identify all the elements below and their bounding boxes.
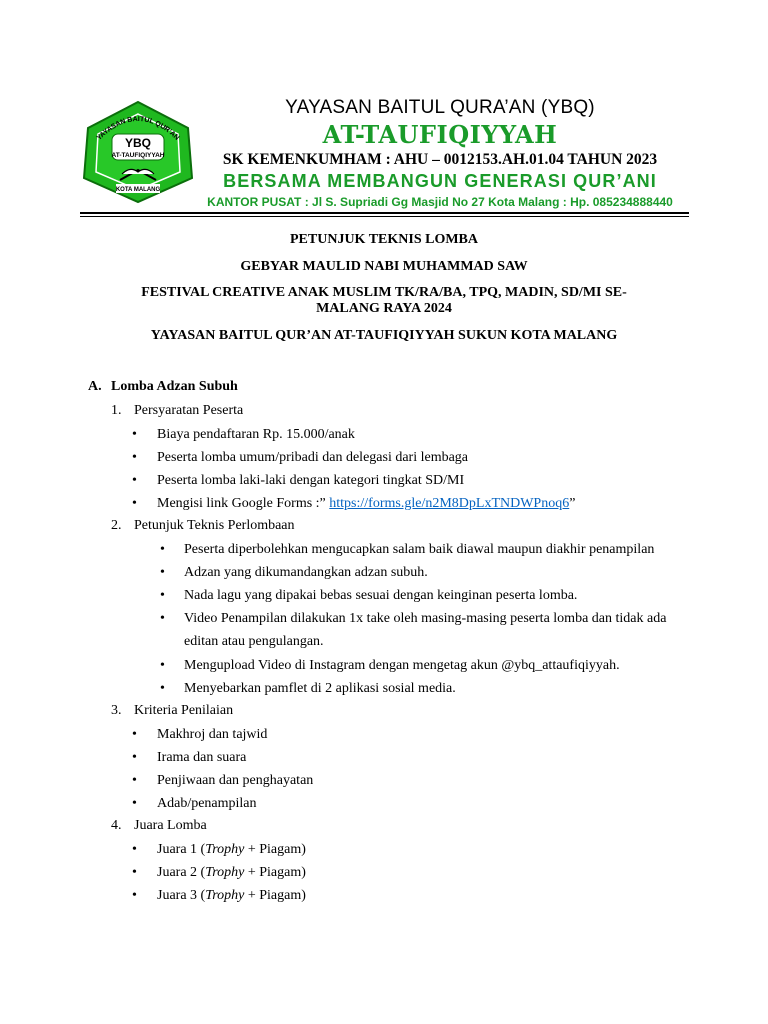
list-item: • Juara 3 (Trophy + Piagam) — [132, 888, 306, 903]
org-unit: AT-TAUFIQIYYAH — [322, 120, 558, 149]
list-item: • Nada lagu yang dipakai bebas sesuai dengan keinginan peserta lomba. — [160, 588, 578, 603]
list-item: • Peserta diperbolehkan mengucapkan salam baik diawal maupun diakhir penampilan — [160, 542, 655, 557]
festival-title-line1: FESTIVAL CREATIVE ANAK MUSLIM TK/RA/BA, TPQ, MADIN, SD/MI SE- — [141, 285, 627, 300]
list-item-heading: 4. Juara Lomba — [111, 818, 207, 833]
event-title: GEBYAR MAULID NABI MUHAMMAD SAW — [240, 259, 528, 274]
list-item: • Peserta lomba umum/pribadi dan delegasi dari lembaga — [132, 450, 469, 465]
list-item: • Adzan yang dikumandangkan adzan subuh. — [160, 565, 428, 580]
list-item: • Menyebarkan pamflet di 2 aplikasi sosial media. — [160, 681, 456, 696]
letterhead-rule-thin — [80, 216, 689, 217]
list-item: • Penjiwaan dan penghayatan — [132, 773, 314, 788]
list-item: • Biaya pendaftaran Rp. 15.000/anak — [132, 427, 355, 442]
logo-top-text: YAYASAN BAITUL QUR'AN — [95, 115, 181, 142]
list-item-continuation: editan atau pengulangan. — [184, 634, 324, 649]
logo-subtitle: AT-TAUFIQIYYAH — [111, 152, 165, 159]
list-item: • Peserta lomba laki-laki dengan kategori tingkat SD/MI — [132, 473, 465, 488]
list-item: • Video Penampilan dilakukan 1x take oleh masing-masing peserta lomba dan tidak ada — [160, 611, 667, 626]
list-item-heading: 3. Kriteria Penilaian — [111, 703, 234, 718]
sk-number: SK KEMENKUMHAM : AHU – 0012153.AH.01.04 TAHUN 2023 — [222, 151, 658, 168]
section-heading — [88, 379, 238, 395]
list-item: • Mengupload Video di Instagram dengan mengetag akun @ybq_attaufiqiyyah. — [160, 658, 620, 673]
list-item: • Juara 1 (Trophy + Piagam) — [132, 842, 306, 857]
logo-abbr: YBQ — [124, 136, 152, 150]
letterhead-rule-thick — [80, 212, 689, 214]
list-item: • Makhroj dan tajwid — [132, 727, 268, 742]
organizer-title: YAYASAN BAITUL QUR’AN AT-TAUFIQIYYAH SUKUN KOTA MALANG — [150, 328, 618, 343]
org-motto: BERSAMA MEMBANGUN GENERASI QUR’ANI — [223, 171, 657, 191]
ybq-logo — [80, 100, 196, 204]
list-item-heading: 1. Persyaratan Peserta — [111, 403, 244, 418]
festival-title-line2: MALANG RAYA 2024 — [316, 301, 452, 316]
org-address: KANTOR PUSAT : Jl S. Supriadi Gg Masjid No 27 Kota Malang : Hp. 085234888440 — [207, 195, 673, 209]
list-item: • Mengisi link Google Forms :” https://forms.gle/n2M8DpLxTNDWPnoq6” — [132, 496, 576, 511]
list-item: • Juara 2 (Trophy + Piagam) — [132, 865, 306, 880]
list-item: • Irama dan suara — [132, 750, 247, 765]
section-title: Lomba Adzan Subuh — [111, 379, 238, 394]
doc-title: PETUNJUK TEKNIS LOMBA — [290, 232, 478, 247]
logo-bottom-text: KOTA MALANG — [115, 187, 161, 193]
section-letter: A. — [88, 379, 102, 394]
list-item: • Adab/penampilan — [132, 796, 257, 811]
google-forms-link[interactable]: https://forms.gle/n2M8DpLxTNDWPnoq6 — [329, 496, 570, 511]
org-name: YAYASAN BAITUL QURA’AN (YBQ) — [285, 97, 595, 118]
list-item-heading: 2. Petunjuk Teknis Perlombaan — [111, 518, 295, 533]
